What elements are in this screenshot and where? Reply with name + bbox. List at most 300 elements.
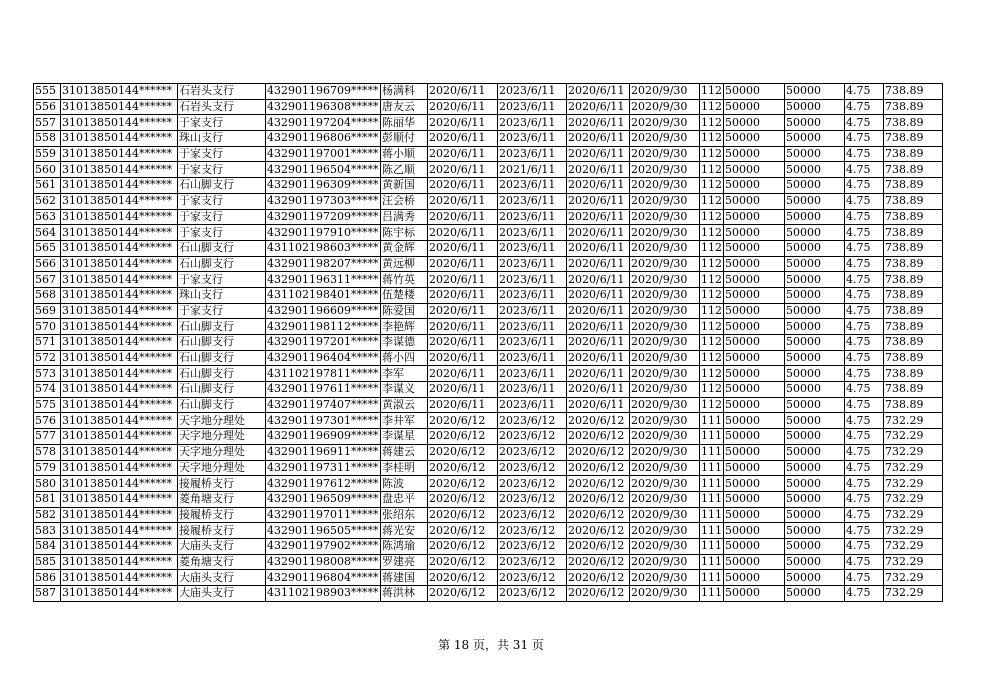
table-cell: 50000 — [724, 240, 785, 256]
table-cell: 732.29 — [884, 523, 943, 539]
table-cell: 4.75 — [845, 162, 884, 178]
table-cell: 50000 — [724, 476, 785, 492]
table-cell: 2020/6/11 — [428, 131, 498, 147]
table-cell: 566 — [34, 256, 61, 272]
table-cell: 31013850144****** — [61, 476, 178, 492]
table-cell: 蒋竹英 — [381, 272, 428, 288]
table-cell: 50000 — [785, 335, 845, 351]
table-cell: 2023/6/11 — [498, 382, 567, 398]
table-cell: 2023/6/11 — [498, 84, 567, 100]
table-cell: 585 — [34, 554, 61, 570]
table-cell: 111 — [701, 445, 722, 459]
table-cell: 564 — [34, 225, 61, 241]
table-row — [34, 429, 943, 445]
table-cell: 111 — [701, 413, 722, 427]
table-cell: 50000 — [785, 507, 845, 523]
table-cell: 50000 — [724, 350, 785, 366]
table-cell: 31013850144****** — [61, 240, 178, 256]
table-cell: 432901197612***** — [266, 476, 381, 492]
table-cell: 562 — [34, 193, 61, 209]
table-cell: 112 — [701, 398, 722, 412]
table-cell: 567 — [34, 272, 61, 288]
table-cell: 2023/6/12 — [498, 586, 567, 602]
table-cell: 2020/6/12 — [428, 554, 498, 570]
table-cell: 于家支行 — [178, 303, 266, 319]
table-cell: 432901197204***** — [266, 115, 381, 131]
table-cell: 吕满秀 — [381, 209, 428, 225]
table-cell: 2020/9/30 — [630, 366, 700, 382]
table-cell: 112 — [701, 351, 722, 365]
table-cell: 112 — [701, 241, 722, 255]
table-cell: 558 — [34, 131, 61, 147]
table-row — [34, 570, 943, 586]
table-cell: 2020/6/11 — [567, 84, 630, 100]
table-cell: 接履桥支行 — [178, 476, 266, 492]
table-cell: 4.75 — [845, 413, 884, 429]
table-cell: 31013850144****** — [61, 444, 178, 460]
table-cell: 432901196806***** — [266, 131, 381, 147]
table-row — [34, 146, 943, 162]
table-cell: 432901197611***** — [266, 382, 381, 398]
table-cell: 2020/6/12 — [567, 429, 630, 445]
table-cell: 31013850144****** — [61, 523, 178, 539]
table-cell: 50000 — [724, 178, 785, 194]
table-cell: 31013850144****** — [61, 84, 178, 100]
table-cell: 4.75 — [845, 397, 884, 413]
table-cell: 732.29 — [884, 507, 943, 523]
table-cell: 111 — [701, 476, 722, 490]
table-cell: 555 — [34, 84, 61, 100]
table-cell: 2023/6/11 — [498, 115, 567, 131]
table-cell: 2020/9/30 — [630, 444, 700, 460]
table-cell: 4.75 — [845, 523, 884, 539]
table-cell: 于家支行 — [178, 115, 266, 131]
table-cell: 2020/6/12 — [428, 570, 498, 586]
table-cell: 432901196309***** — [266, 178, 381, 194]
table-cell: 石山脚支行 — [178, 335, 266, 351]
table-cell: 陈乙顺 — [381, 162, 428, 178]
table-cell: 738.89 — [884, 146, 943, 162]
table-cell: 伍楚楼 — [381, 287, 428, 303]
table-cell: 4.75 — [845, 99, 884, 115]
table-cell: 568 — [34, 287, 61, 303]
table-row — [34, 319, 943, 335]
table-cell: 50000 — [724, 586, 785, 602]
table-cell: 4.75 — [845, 240, 884, 256]
table-cell: 50000 — [785, 366, 845, 382]
table-cell: 432901196911***** — [266, 444, 381, 460]
table-cell: 31013850144****** — [61, 429, 178, 445]
table-row — [34, 287, 943, 303]
table-cell: 432901197201***** — [266, 335, 381, 351]
table-cell: 黄远柳 — [381, 256, 428, 272]
table-cell: 432901196909***** — [266, 429, 381, 445]
table-cell: 738.89 — [884, 115, 943, 131]
table-cell: 432901196504***** — [266, 162, 381, 178]
table-cell: 2020/6/11 — [567, 303, 630, 319]
table-cell: 2020/6/11 — [428, 84, 498, 100]
table-cell: 561 — [34, 178, 61, 194]
table-cell: 557 — [34, 115, 61, 131]
table-cell: 50000 — [785, 413, 845, 429]
table-cell: 4.75 — [845, 507, 884, 523]
table-cell: 黄淑云 — [381, 397, 428, 413]
table-cell: 2020/9/30 — [630, 382, 700, 398]
table-cell: 2020/9/30 — [630, 162, 700, 178]
table-cell: 2023/6/11 — [498, 366, 567, 382]
table-cell: 4.75 — [845, 476, 884, 492]
table-cell: 石山脚支行 — [178, 256, 266, 272]
table-cell: 4.75 — [845, 570, 884, 586]
table-row — [34, 586, 943, 602]
table-cell: 2020/6/11 — [428, 272, 498, 288]
table-cell: 573 — [34, 366, 61, 382]
table-cell: 732.29 — [884, 570, 943, 586]
table-cell: 111 — [701, 586, 722, 600]
table-cell: 31013850144****** — [61, 193, 178, 209]
table-cell: 李井军 — [381, 413, 428, 429]
table-cell: 菱角塘支行 — [178, 491, 266, 507]
table-cell: 大庙头支行 — [178, 538, 266, 554]
table-cell: 556 — [34, 99, 61, 115]
table-cell: 2020/9/30 — [630, 240, 700, 256]
table-cell: 4.75 — [845, 225, 884, 241]
table-cell: 738.89 — [884, 397, 943, 413]
table-cell: 50000 — [724, 570, 785, 586]
table-cell: 432901197301***** — [266, 413, 381, 429]
table-cell: 432901196404***** — [266, 350, 381, 366]
table-cell: 2023/6/11 — [498, 240, 567, 256]
table-cell: 2020/6/11 — [428, 178, 498, 194]
table-cell: 31013850144****** — [61, 366, 178, 382]
table-cell: 2021/6/11 — [498, 162, 567, 178]
table-cell: 50000 — [724, 115, 785, 131]
table-cell: 天字地分理处 — [178, 413, 266, 429]
table-cell: 31013850144****** — [61, 287, 178, 303]
table-cell: 112 — [701, 115, 722, 129]
table-cell: 陈宇标 — [381, 225, 428, 241]
table-cell: 738.89 — [884, 193, 943, 209]
table-row — [34, 397, 943, 413]
table-row — [34, 554, 943, 570]
table-cell: 31013850144****** — [61, 554, 178, 570]
table-cell: 112 — [701, 335, 722, 349]
table-cell: 李谋义 — [381, 382, 428, 398]
table-cell: 2020/6/11 — [567, 240, 630, 256]
table-cell: 576 — [34, 413, 61, 429]
table-cell: 732.29 — [884, 586, 943, 602]
table-cell: 蒋小顺 — [381, 146, 428, 162]
table-cell: 50000 — [724, 491, 785, 507]
table-cell: 4.75 — [845, 586, 884, 602]
table-cell: 738.89 — [884, 272, 943, 288]
table-cell: 4.75 — [845, 491, 884, 507]
table-cell: 黄金辉 — [381, 240, 428, 256]
table-cell: 738.89 — [884, 303, 943, 319]
table-cell: 50000 — [724, 287, 785, 303]
table-cell: 陈爱国 — [381, 303, 428, 319]
table-cell: 50000 — [724, 225, 785, 241]
table-cell: 50000 — [724, 162, 785, 178]
table-cell: 汪会桥 — [381, 193, 428, 209]
table-cell: 112 — [701, 225, 722, 239]
table-cell: 2023/6/12 — [498, 507, 567, 523]
table-cell: 2020/6/11 — [428, 115, 498, 131]
table-cell: 112 — [701, 256, 722, 270]
table-row — [34, 209, 943, 225]
table-cell: 2020/6/12 — [428, 491, 498, 507]
table-cell: 2020/6/11 — [567, 131, 630, 147]
table-cell: 31013850144****** — [61, 178, 178, 194]
table-cell: 于家支行 — [178, 193, 266, 209]
table-cell: 738.89 — [884, 131, 943, 147]
table-cell: 2020/9/30 — [630, 209, 700, 225]
table-cell: 2023/6/12 — [498, 491, 567, 507]
table-cell: 2020/6/11 — [567, 287, 630, 303]
table-cell: 432901196609***** — [266, 303, 381, 319]
table-cell: 31013850144****** — [61, 586, 178, 602]
table-cell: 于家支行 — [178, 162, 266, 178]
table-cell: 2023/6/11 — [498, 193, 567, 209]
table-cell: 738.89 — [884, 99, 943, 115]
table-cell: 4.75 — [845, 115, 884, 131]
table-cell: 111 — [701, 554, 722, 568]
table-cell: 2020/6/11 — [567, 272, 630, 288]
table-cell: 4.75 — [845, 554, 884, 570]
table-cell: 50000 — [785, 554, 845, 570]
table-cell: 蒋光安 — [381, 523, 428, 539]
table-cell: 2020/9/30 — [630, 413, 700, 429]
table-cell: 31013850144****** — [61, 350, 178, 366]
table-row — [34, 491, 943, 507]
table-cell: 2020/9/30 — [630, 319, 700, 335]
table-cell: 2020/9/30 — [630, 178, 700, 194]
loan-table — [33, 83, 943, 602]
table-cell: 112 — [701, 147, 722, 161]
table-cell: 432901197303***** — [266, 193, 381, 209]
table-cell: 2020/9/30 — [630, 115, 700, 131]
table-cell: 582 — [34, 507, 61, 523]
table-cell: 4.75 — [845, 538, 884, 554]
table-cell: 2020/6/11 — [428, 382, 498, 398]
table-row — [34, 523, 943, 539]
table-cell: 2023/6/11 — [498, 319, 567, 335]
table-cell: 50000 — [724, 366, 785, 382]
table-cell: 31013850144****** — [61, 131, 178, 147]
table-cell: 2020/6/12 — [567, 586, 630, 602]
table-cell: 李谋星 — [381, 429, 428, 445]
table-cell: 50000 — [785, 84, 845, 100]
table-cell: 于家支行 — [178, 209, 266, 225]
table-cell: 石岩头支行 — [178, 84, 266, 100]
table-cell: 2023/6/11 — [498, 99, 567, 115]
table-cell: 2023/6/12 — [498, 570, 567, 586]
table-cell: 2020/9/30 — [630, 99, 700, 115]
table-cell: 4.75 — [845, 303, 884, 319]
table-cell: 50000 — [785, 272, 845, 288]
table-cell: 2020/6/12 — [567, 538, 630, 554]
table-cell: 732.29 — [884, 554, 943, 570]
table-cell: 2020/6/12 — [428, 413, 498, 429]
table-cell: 2020/6/11 — [428, 240, 498, 256]
table-cell: 560 — [34, 162, 61, 178]
table-cell: 2020/6/11 — [428, 193, 498, 209]
table-cell: 50000 — [785, 209, 845, 225]
table-cell: 2020/6/11 — [428, 397, 498, 413]
table-cell: 2020/6/12 — [428, 429, 498, 445]
table-cell: 蒋洪林 — [381, 586, 428, 602]
table-cell: 2020/6/12 — [567, 476, 630, 492]
table-cell: 31013850144****** — [61, 538, 178, 554]
table-cell: 2020/9/30 — [630, 491, 700, 507]
table-cell: 2020/6/11 — [567, 366, 630, 382]
table-cell: 732.29 — [884, 491, 943, 507]
table-cell: 2020/6/11 — [567, 350, 630, 366]
table-cell: 2020/6/11 — [428, 209, 498, 225]
table-cell: 2020/9/30 — [630, 287, 700, 303]
table-cell: 574 — [34, 382, 61, 398]
table-cell: 4.75 — [845, 382, 884, 398]
table-cell: 584 — [34, 538, 61, 554]
table-cell: 432901197011***** — [266, 507, 381, 523]
table-cell: 31013850144****** — [61, 382, 178, 398]
table-cell: 2023/6/11 — [498, 131, 567, 147]
table-cell: 菱角塘支行 — [178, 554, 266, 570]
table-cell: 2020/9/30 — [630, 350, 700, 366]
table-cell: 2023/6/11 — [498, 146, 567, 162]
table-cell: 432901198207***** — [266, 256, 381, 272]
table-cell: 2020/9/30 — [630, 476, 700, 492]
table-cell: 2023/6/11 — [498, 303, 567, 319]
table-cell: 50000 — [724, 554, 785, 570]
table-cell: 50000 — [724, 507, 785, 523]
table-cell: 2020/9/30 — [630, 429, 700, 445]
table-cell: 2020/6/12 — [428, 444, 498, 460]
table-cell: 50000 — [785, 319, 845, 335]
table-cell: 432901196311***** — [266, 272, 381, 288]
table-cell: 111 — [701, 492, 722, 506]
table-cell: 2020/6/11 — [567, 115, 630, 131]
table-cell: 2023/6/11 — [498, 397, 567, 413]
table-cell: 732.29 — [884, 413, 943, 429]
table-cell: 587 — [34, 586, 61, 602]
table-cell: 2020/6/11 — [428, 366, 498, 382]
table-cell: 2020/6/11 — [428, 256, 498, 272]
table-row — [34, 115, 943, 131]
table-cell: 112 — [701, 382, 722, 396]
table-cell: 2020/9/30 — [630, 131, 700, 147]
table-cell: 50000 — [724, 209, 785, 225]
table-cell: 50000 — [785, 225, 845, 241]
table-cell: 2020/9/30 — [630, 460, 700, 476]
table-cell: 111 — [701, 539, 722, 553]
table-cell: 石山脚支行 — [178, 350, 266, 366]
table-cell: 蒋建云 — [381, 444, 428, 460]
table-cell: 50000 — [724, 99, 785, 115]
table-cell: 接履桥支行 — [178, 523, 266, 539]
table-cell: 4.75 — [845, 209, 884, 225]
table-cell: 李桂明 — [381, 460, 428, 476]
table-cell: 罗建亮 — [381, 554, 428, 570]
table-cell: 580 — [34, 476, 61, 492]
table-cell: 天字地分理处 — [178, 460, 266, 476]
table-cell: 4.75 — [845, 193, 884, 209]
table-cell: 432901197209***** — [266, 209, 381, 225]
table-cell: 2020/6/11 — [428, 287, 498, 303]
table-cell: 50000 — [724, 413, 785, 429]
table-cell: 大庙头支行 — [178, 570, 266, 586]
table-cell: 432901197311***** — [266, 460, 381, 476]
table-cell: 2023/6/12 — [498, 538, 567, 554]
table-cell: 2020/9/30 — [630, 303, 700, 319]
table-cell: 黄新国 — [381, 178, 428, 194]
table-cell: 432901196709***** — [266, 84, 381, 100]
table-cell: 2020/6/11 — [428, 146, 498, 162]
table-cell: 738.89 — [884, 366, 943, 382]
table-cell: 石山脚支行 — [178, 366, 266, 382]
table-cell: 2020/9/30 — [630, 507, 700, 523]
table-cell: 432901197902***** — [266, 538, 381, 554]
table-cell: 111 — [701, 507, 722, 521]
table-cell: 50000 — [785, 523, 845, 539]
table-row — [34, 538, 943, 554]
table-cell: 2020/9/30 — [630, 272, 700, 288]
table-cell: 陈波 — [381, 476, 428, 492]
table-cell: 2020/6/11 — [567, 209, 630, 225]
table-cell: 738.89 — [884, 287, 943, 303]
table-cell: 4.75 — [845, 146, 884, 162]
table-cell: 2020/9/30 — [630, 335, 700, 351]
table-cell: 陈鸿瑜 — [381, 538, 428, 554]
table-cell: 50000 — [785, 240, 845, 256]
table-cell: 732.29 — [884, 444, 943, 460]
table-cell: 50000 — [785, 115, 845, 131]
table-cell: 2020/6/12 — [567, 413, 630, 429]
table-cell: 50000 — [785, 382, 845, 398]
table-cell: 432901196505***** — [266, 523, 381, 539]
table-cell: 2023/6/12 — [498, 429, 567, 445]
table-cell: 569 — [34, 303, 61, 319]
table-cell: 50000 — [724, 444, 785, 460]
table-cell: 2023/6/12 — [498, 554, 567, 570]
table-cell: 50000 — [785, 178, 845, 194]
table-cell: 431102198603***** — [266, 240, 381, 256]
table-row — [34, 225, 943, 241]
table-cell: 2020/6/12 — [567, 523, 630, 539]
table-cell: 738.89 — [884, 350, 943, 366]
table-cell: 111 — [701, 523, 722, 537]
table-cell: 112 — [701, 272, 722, 286]
table-cell: 2023/6/11 — [498, 225, 567, 241]
table-cell: 579 — [34, 460, 61, 476]
table-cell: 4.75 — [845, 272, 884, 288]
table-cell: 2020/6/11 — [428, 303, 498, 319]
table-cell: 石岩头支行 — [178, 99, 266, 115]
table-cell: 50000 — [724, 193, 785, 209]
table-cell: 2020/6/11 — [567, 335, 630, 351]
table-row — [34, 99, 943, 115]
table-cell: 732.29 — [884, 460, 943, 476]
table-cell: 50000 — [785, 476, 845, 492]
table-cell: 432901197407***** — [266, 397, 381, 413]
table-cell: 2020/6/12 — [428, 586, 498, 602]
table-cell: 2020/9/30 — [630, 523, 700, 539]
table-cell: 珠山支行 — [178, 131, 266, 147]
table-cell: 432901198112***** — [266, 319, 381, 335]
table-cell: 431102197811***** — [266, 366, 381, 382]
table-cell: 50000 — [785, 586, 845, 602]
table-row — [34, 193, 943, 209]
